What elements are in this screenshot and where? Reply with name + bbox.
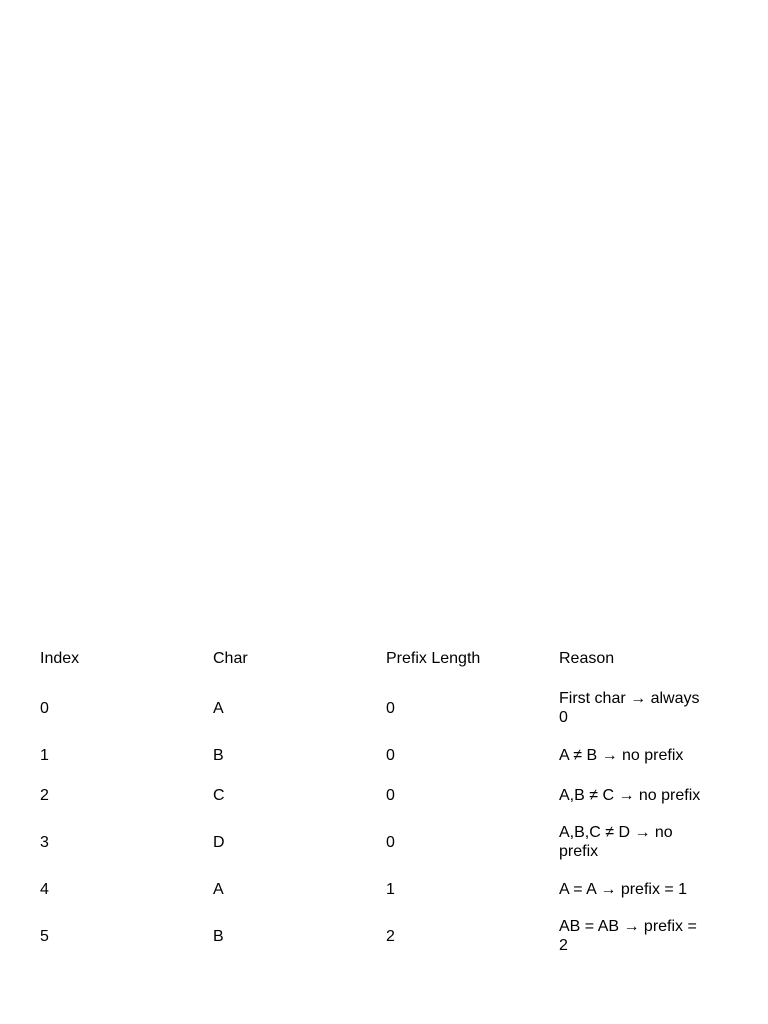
cell-char: B bbox=[213, 927, 224, 945]
table-row bbox=[30, 815, 719, 869]
cell-reason: AB = AB → prefix = 2 bbox=[559, 918, 697, 954]
cell-char: C bbox=[213, 786, 225, 804]
cell-reason: A = A → prefix = 1 bbox=[559, 880, 688, 898]
cell-index: 3 bbox=[40, 833, 49, 851]
cell-index: 4 bbox=[40, 880, 49, 898]
table-row bbox=[30, 869, 719, 909]
cell-prefix-length: 0 bbox=[386, 833, 395, 851]
cell-prefix-length: 2 bbox=[386, 927, 395, 945]
cell-char: A bbox=[213, 699, 224, 717]
cell-index: 1 bbox=[40, 746, 49, 764]
cell-char: B bbox=[213, 746, 224, 764]
table-header-row bbox=[30, 635, 719, 681]
prefix-table bbox=[30, 635, 719, 963]
header-prefix-length: Prefix Length bbox=[386, 649, 481, 667]
cell-reason: A,B,C ≠ D → no prefix bbox=[559, 824, 673, 860]
header-index: Index bbox=[40, 649, 80, 667]
cell-prefix-length: 0 bbox=[386, 699, 395, 717]
cell-reason: First char → always 0 bbox=[559, 690, 700, 726]
cell-index: 0 bbox=[40, 699, 49, 717]
cell-char: D bbox=[213, 833, 225, 851]
header-reason: Reason bbox=[559, 649, 615, 667]
table-row bbox=[30, 735, 719, 775]
cell-prefix-length: 1 bbox=[386, 880, 395, 898]
cell-index: 2 bbox=[40, 786, 49, 804]
cell-prefix-length: 0 bbox=[386, 746, 395, 764]
cell-char: A bbox=[213, 880, 224, 898]
table-row bbox=[30, 909, 719, 963]
cell-reason: A,B ≠ C → no prefix bbox=[559, 786, 701, 804]
cell-prefix-length: 0 bbox=[386, 786, 395, 804]
table-row bbox=[30, 775, 719, 815]
cell-index: 5 bbox=[40, 927, 49, 945]
table-row bbox=[30, 681, 719, 735]
cell-reason: A ≠ B → no prefix bbox=[559, 746, 684, 764]
header-char: Char bbox=[213, 649, 248, 667]
